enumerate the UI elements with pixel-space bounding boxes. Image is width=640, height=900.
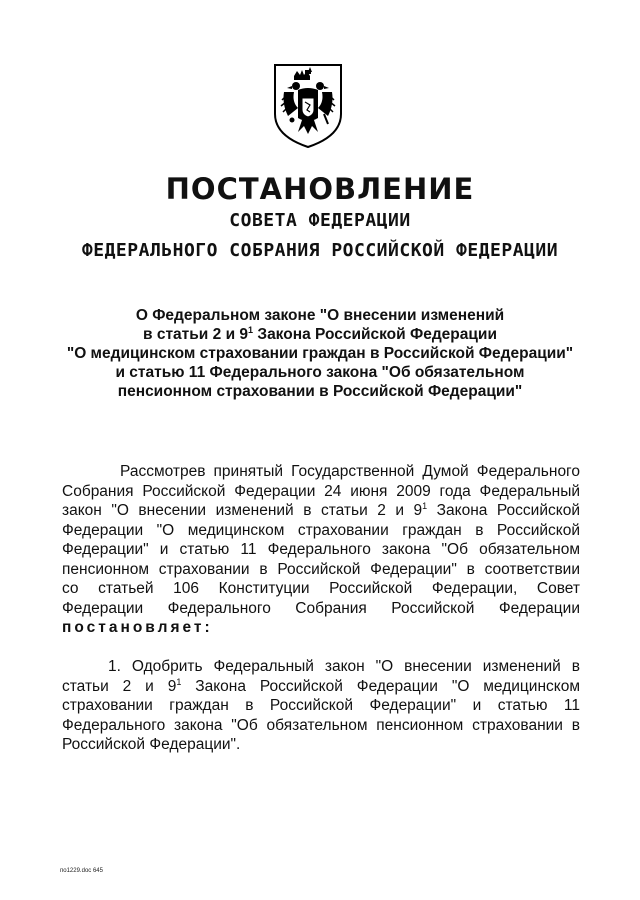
resolution-subject <box>30 306 610 401</box>
superscript: 1 <box>422 501 428 511</box>
paragraph-line: Федерального закона "Об обязательном пенсионном страховании в <box>62 716 580 734</box>
paragraph-line <box>62 501 580 521</box>
subject-line <box>30 325 610 344</box>
paragraph-line: Федерации "О медицинском страховании граждан в Российской <box>62 521 580 539</box>
paragraph-line: Федерации" и статью 11 Федерального закона "Об обязательном <box>62 541 580 558</box>
document-code: по1229.doc 645 <box>60 868 103 874</box>
paragraph-text: Закона Российской <box>427 502 580 519</box>
paragraph-text: статьи 2 и 9 <box>62 677 177 695</box>
subject-text: Закона Российской Федерации <box>253 326 497 343</box>
paragraph-line: страховании граждан в Российской Федерации" и статью 11 <box>62 697 580 714</box>
subject-line: пенсионном страховании в Российской Федерации" <box>117 383 523 400</box>
paragraph-line: со статьей 106 Конституции Российской Федерации, Совет <box>62 580 580 597</box>
subject-line: "О медицинском страховании граждан в Российской Федерации" <box>66 345 574 362</box>
paragraph-line: Российской Федерации". <box>62 736 241 753</box>
resolves-keyword: постановляет: <box>62 619 213 636</box>
superscript: 1 <box>248 325 254 335</box>
paragraph-line: Федерации Федерального Собрания Российской Федерации <box>62 599 580 617</box>
superscript: 1 <box>176 676 182 687</box>
paragraph-line: Собрания Российской Федерации 24 июня 2009 года Федеральный <box>62 482 580 500</box>
paragraph-line: 1. Одобрить Федеральный закон "О внесении изменений в <box>108 658 580 675</box>
paragraph-text: Закона Российской Федерации "О медицинском <box>181 677 580 695</box>
subject-line: и статью 11 Федерального закона "Об обязательном <box>115 364 525 381</box>
clause-1-paragraph <box>62 657 580 755</box>
paragraph-line: пенсионном страховании в Российской Федерации" в соответствии <box>62 560 580 578</box>
issuer-line-2: ФЕДЕРАЛЬНОГО СОБРАНИЯ РОССИЙСКОЙ ФЕДЕРАЦИИ <box>81 240 559 261</box>
issuer-line-1: СОВЕТА ФЕДЕРАЦИИ <box>229 210 411 231</box>
subject-line: О Федеральном законе "О внесении изменений <box>135 307 505 324</box>
paragraph-line <box>62 677 580 697</box>
subject-text: в статьи 2 и 9 <box>143 326 249 343</box>
russian-coat-of-arms-icon <box>272 62 344 150</box>
preamble-paragraph <box>62 462 580 638</box>
paragraph-line: Рассмотрев принятый Государственной Думой Федерального <box>120 463 580 480</box>
document-title: ПОСТАНОВЛЕНИЕ <box>165 172 475 206</box>
paragraph-text: закон "О внесении изменений в статьи 2 и 9 <box>62 502 423 519</box>
